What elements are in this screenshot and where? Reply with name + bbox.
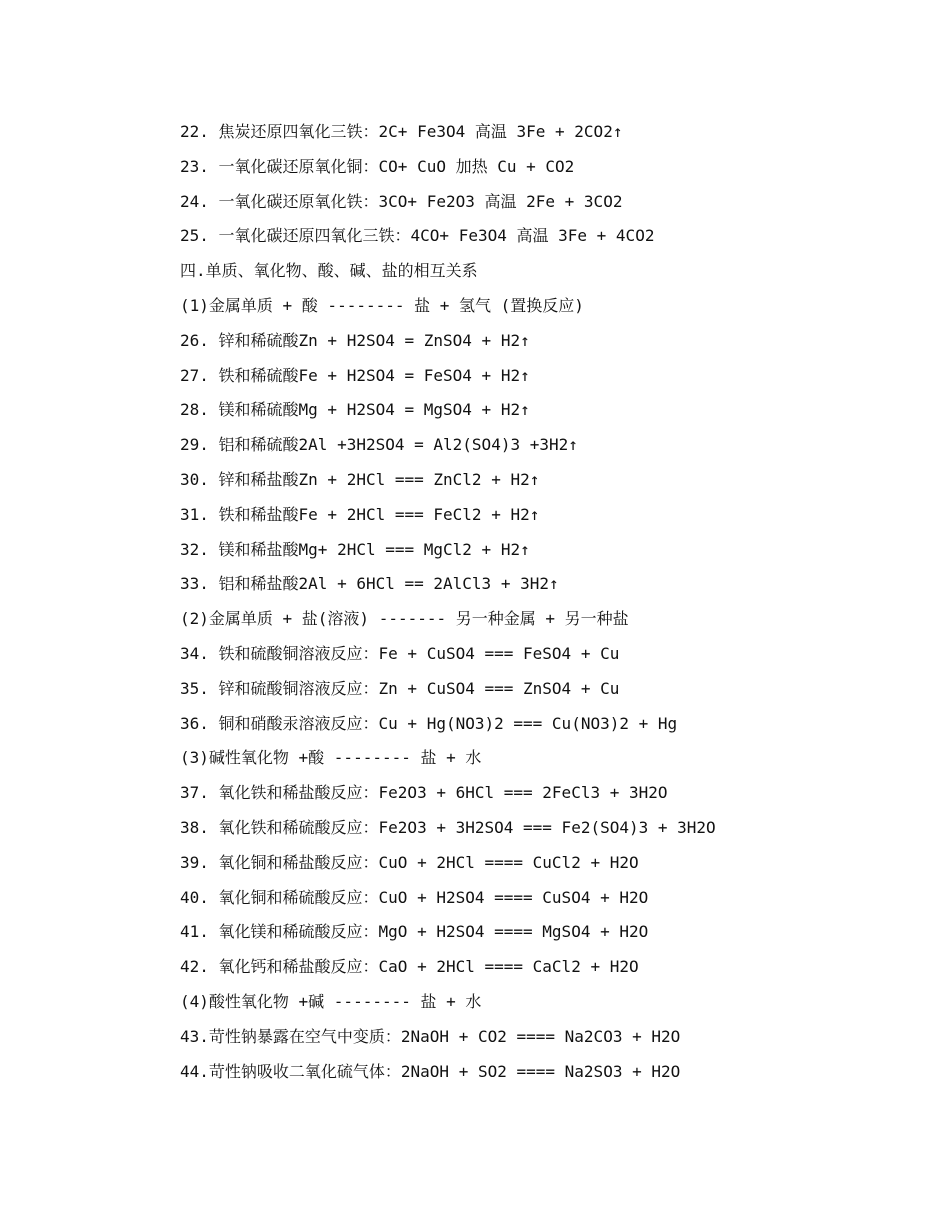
text-line-24: 24. 一氧化碳还原氧化铁：3CO+ Fe2O3 高温 2Fe + 3CO2	[180, 191, 623, 211]
text-line-38: 38. 氧化铁和稀硫酸反应：Fe2O3 + 3H2SO4 === Fe2(SO4)3 + 3H2O	[180, 817, 716, 837]
text-line-26: 26. 锌和稀硫酸Zn + H2SO4 = ZnSO4 + H2↑	[180, 330, 530, 350]
text-line-35: 35. 锌和硫酸铜溶液反应：Zn + CuSO4 === ZnSO4 + Cu	[180, 678, 620, 698]
subsection-heading-2: (2)金属单质 + 盐(溶液) ------- 另一种金属 + 另一种盐	[180, 609, 629, 629]
text-line-25: 25. 一氧化碳还原四氧化三铁：4CO+ Fe3O4 高温 3Fe + 4CO2	[180, 226, 655, 246]
text-line-27: 27. 铁和稀硫酸Fe + H2SO4 = FeSO4 + H2↑	[180, 365, 530, 385]
text-line-41: 41. 氧化镁和稀硫酸反应：MgO + H2SO4 ==== MgSO4 + H2O	[180, 922, 649, 942]
text-line-33: 33. 铝和稀盐酸2Al + 6HCl == 2AlCl3 + 3H2↑	[180, 574, 559, 594]
text-line-34: 34. 铁和硫酸铜溶液反应：Fe + CuSO4 === FeSO4 + Cu	[180, 643, 620, 663]
text-line-30: 30. 锌和稀盐酸Zn + 2HCl === ZnCl2 + H2↑	[180, 469, 540, 489]
subsection-heading-3: (3)碱性氧化物 +酸 -------- 盐 + 水	[180, 748, 482, 768]
text-line-22: 22. 焦炭还原四氧化三铁：2C+ Fe3O4 高温 3Fe + 2CO2↑	[180, 122, 623, 141]
text-line-42: 42. 氧化钙和稀盐酸反应：CaO + 2HCl ==== CaCl2 + H2O	[180, 957, 639, 977]
text-line-29: 29. 铝和稀硫酸2Al +3H2SO4 = Al2(SO4)3 +3H2↑	[180, 435, 578, 455]
text-line-43: 43.苛性钠暴露在空气中变质：2NaOH + CO2 ==== Na2CO3 + H2O	[180, 1026, 681, 1046]
text-line-37: 37. 氧化铁和稀盐酸反应：Fe2O3 + 6HCl === 2FeCl3 + 3H2O	[180, 783, 668, 803]
text-line-28: 28. 镁和稀硫酸Mg + H2SO4 = MgSO4 + H2↑	[180, 400, 530, 420]
text-line-31: 31. 铁和稀盐酸Fe + 2HCl === FeCl2 + H2↑	[180, 504, 540, 524]
text-line-39: 39. 氧化铜和稀盐酸反应：CuO + 2HCl ==== CuCl2 + H2O	[180, 852, 639, 872]
text-line-32: 32. 镁和稀盐酸Mg+ 2HCl === MgCl2 + H2↑	[180, 539, 530, 559]
text-line-44: 44.苛性钠吸收二氧化硫气体：2NaOH + SO2 ==== Na2SO3 + H2O	[180, 1061, 681, 1081]
text-line-23: 23. 一氧化碳还原氧化铜：CO+ CuO 加热 Cu + CO2	[180, 156, 575, 176]
text-line-36: 36. 铜和硝酸汞溶液反应：Cu + Hg(NO3)2 === Cu(NO3)2 + Hg	[180, 713, 678, 733]
text-line-40: 40. 氧化铜和稀硫酸反应：CuO + H2SO4 ==== CuSO4 + H2O	[180, 887, 649, 907]
subsection-heading-4: (4)酸性氧化物 +碱 -------- 盐 + 水	[180, 991, 482, 1011]
document-body	[180, 115, 900, 1089]
section-heading-4: 四.单质、氧化物、酸、碱、盐的相互关系	[180, 261, 478, 281]
subsection-heading-1: (1)金属单质 + 酸 -------- 盐 + 氢气 (置换反应)	[180, 295, 584, 315]
